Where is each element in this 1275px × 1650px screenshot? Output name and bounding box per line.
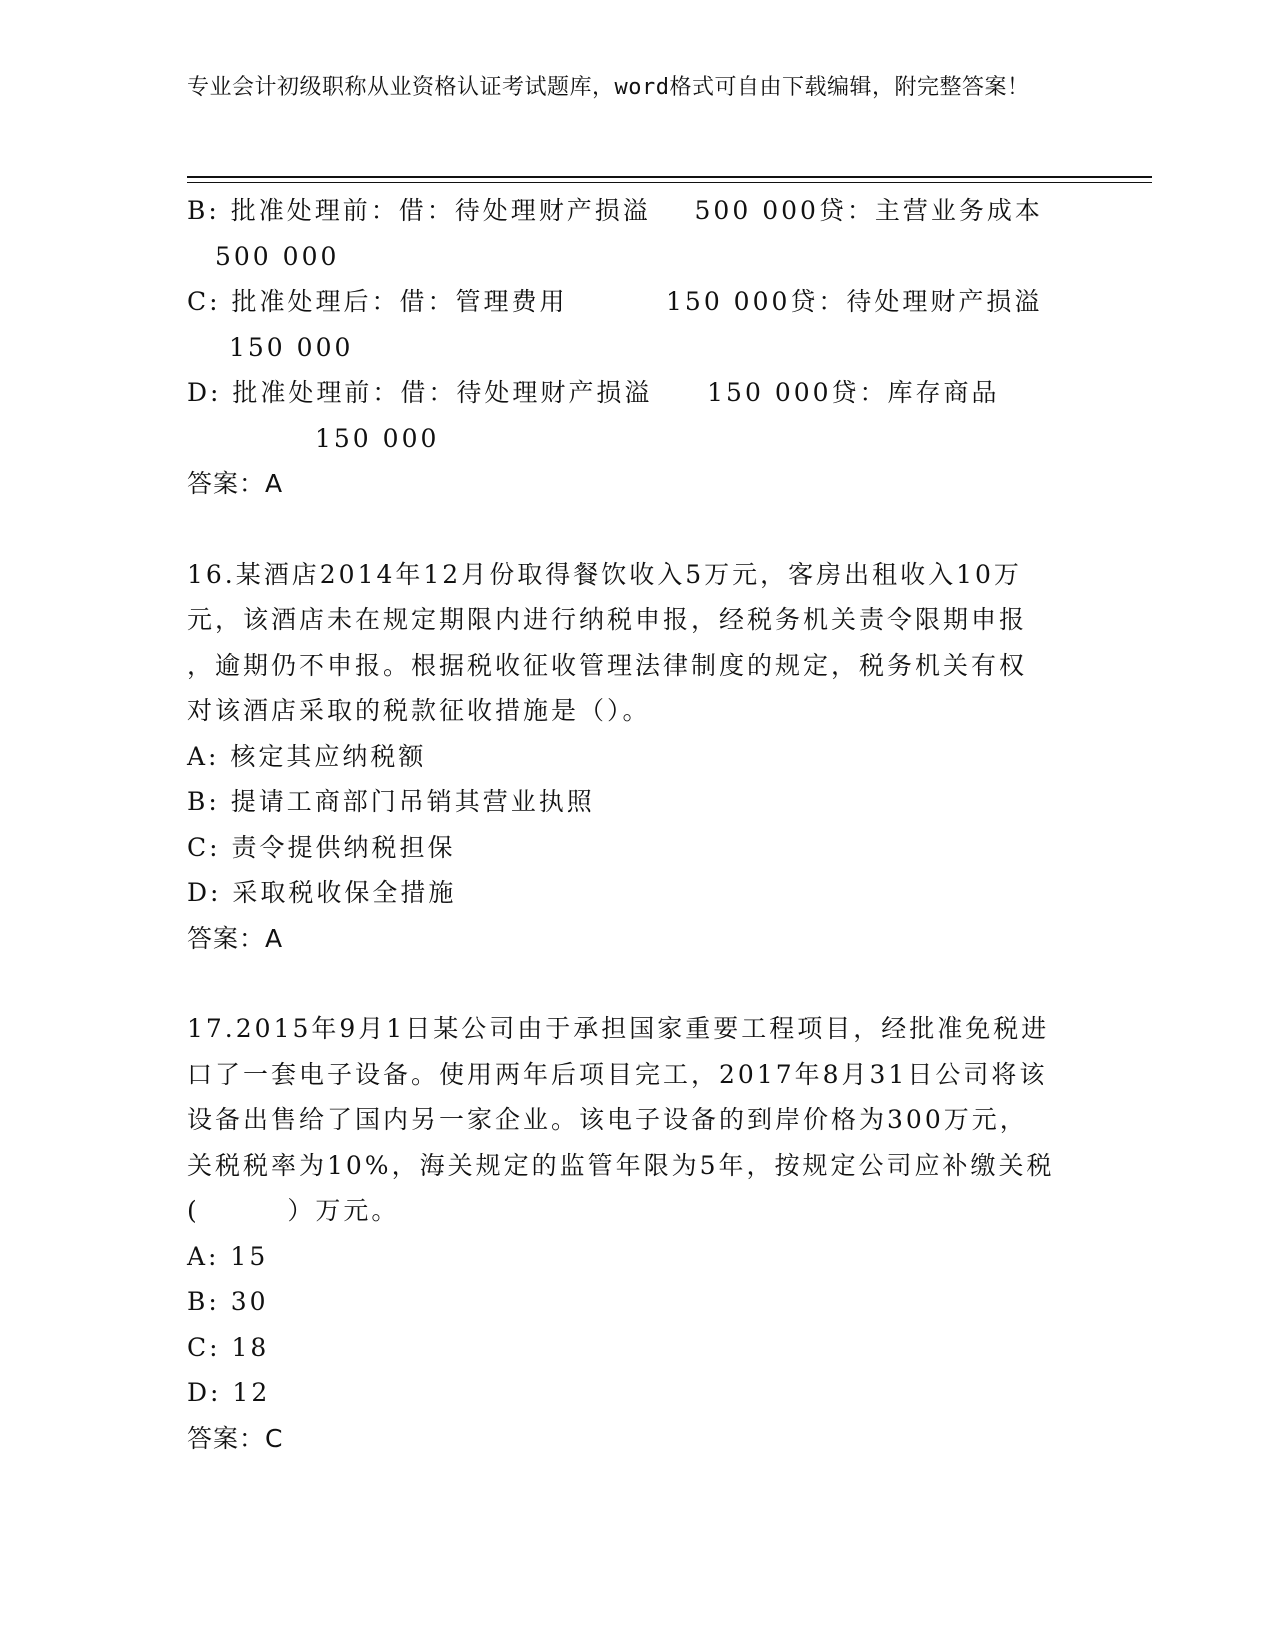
question-17-stem-line1: 17.2015年9月1日某公司由于承担国家重要工程项目，经批准免税进	[187, 1014, 1050, 1043]
question-17-option-d: D: 12	[187, 1378, 271, 1407]
question-16-stem-line2: 元，该酒店未在规定期限内进行纳税申报，经税务机关责令限期申报	[187, 605, 1028, 634]
question-17-stem-line5: ( ）万元。	[187, 1196, 400, 1225]
question-content	[187, 188, 1087, 1461]
question-15-continued	[187, 188, 1087, 507]
answer-17: 答案：C	[187, 1423, 284, 1453]
question-16-option-a: A: 核定其应纳税额	[187, 741, 427, 771]
option-c-line2: 150 000	[229, 332, 354, 362]
question-17-stem-line3: 设备出售给了国内另一家企业。该电子设备的到岸价格为300万元，	[187, 1105, 1028, 1134]
question-16-option-c: C: 责令提供纳税担保	[187, 832, 456, 862]
question-17-stem-line4: 关税税率为10%，海关规定的监管年限为5年，按规定公司应补缴关税	[187, 1150, 1055, 1180]
header-divider-thick	[187, 176, 1152, 178]
question-16-stem-line4: 对该酒店采取的税款征收措施是（）。	[187, 696, 651, 725]
question-16-stem-line3: ，逾期仍不申报。根据税收征收管理法律制度的规定，税务机关有权	[187, 650, 1028, 680]
header-divider-thin	[187, 182, 1152, 183]
option-d-line1: D: 批准处理前：借：待处理财产损溢 150 000贷：库存商品	[187, 378, 1000, 407]
spacer	[187, 961, 1087, 1006]
option-d-line2: 150 000	[315, 423, 440, 453]
page-header: 专业会计初级职称从业资格认证考试题库，word格式可自由下载编辑，附完整答案！	[187, 75, 1030, 100]
question-17-option-a: A: 15	[187, 1241, 269, 1271]
question-17-option-c: C: 18	[187, 1332, 270, 1362]
option-b-line1: B: 批准处理前：借：待处理财产损溢 500 000贷：主营业务成本	[187, 196, 1043, 225]
option-b-line2: 500 000	[215, 241, 340, 271]
answer-15: 答案：A	[187, 469, 284, 498]
question-16-option-b: B: 提请工商部门吊销其营业执照	[187, 787, 595, 816]
spacer	[187, 507, 1087, 552]
question-17	[187, 1006, 1087, 1461]
question-16-stem-line1: 16.某酒店2014年12月份取得餐饮收入5万元，客房出租收入10万	[187, 559, 1022, 589]
answer-16: 答案：A	[187, 923, 284, 953]
question-17-stem-line2: 口了一套电子设备。使用两年后项目完工，2017年8月31日公司将该	[187, 1059, 1048, 1089]
question-16	[187, 552, 1087, 962]
option-c-line1: C: 批准处理后：借：管理费用 150 000贷：待处理财产损溢	[187, 287, 1043, 316]
question-16-option-d: D: 采取税收保全措施	[187, 878, 457, 907]
question-17-option-b: B: 30	[187, 1287, 269, 1316]
